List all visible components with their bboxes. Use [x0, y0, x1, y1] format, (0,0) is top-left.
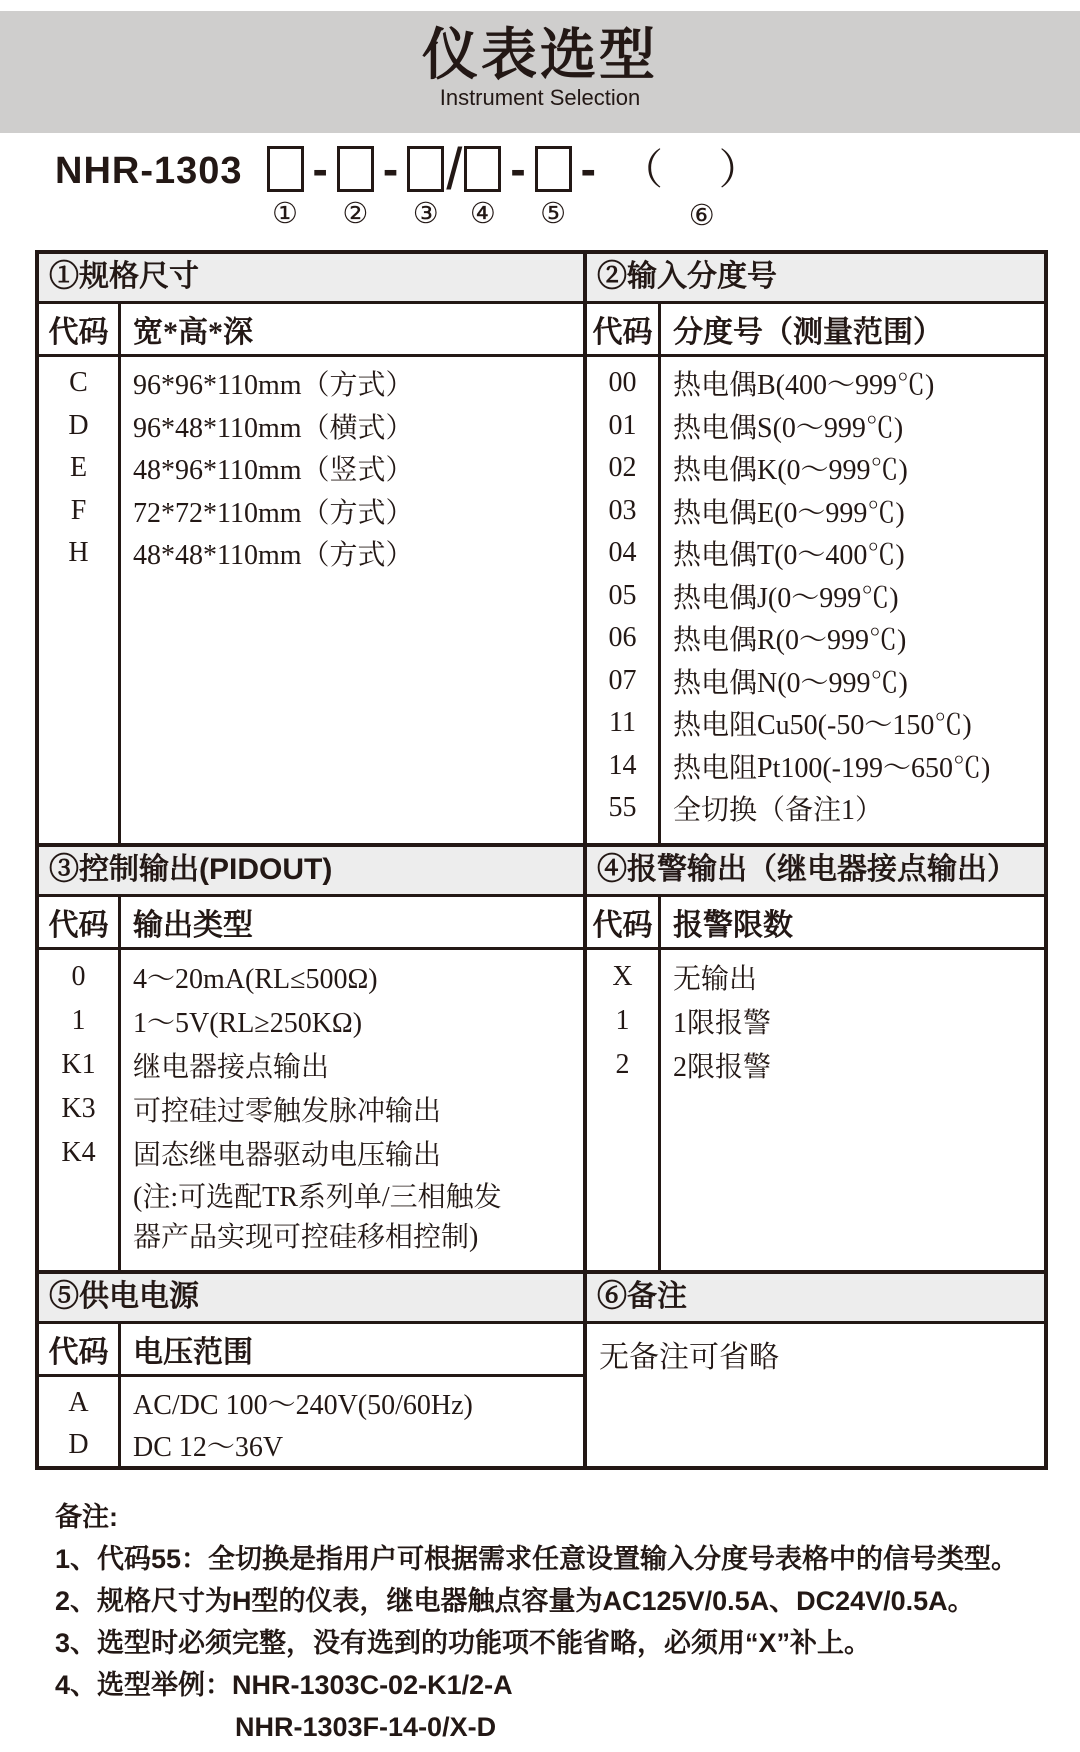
table-row-value: 96*48*110mm（横式）: [133, 412, 414, 444]
alarm-code-column: [587, 950, 661, 1270]
table-row-code: K3: [61, 1093, 96, 1125]
section-power: [39, 1274, 587, 1466]
section-power-header: [39, 1324, 583, 1377]
table-band-3: [39, 1274, 1044, 1466]
table-row-code: X: [612, 961, 633, 993]
section-input-body: [587, 357, 1044, 843]
section-remark-title: ⑥备注: [587, 1274, 1044, 1324]
table-row-value: 1限报警: [673, 1008, 772, 1040]
footnote-item-1: 1、代码55：全切换是指用户可根据需求任意设置输入分度号表格中的信号类型。: [55, 1544, 1019, 1574]
section-control-body: [39, 950, 583, 1270]
control-value-column: [121, 950, 583, 1270]
model-code-unit-4: [464, 146, 501, 229]
section-input-header: [587, 304, 1044, 357]
control-code-column: [39, 950, 121, 1270]
table-row-code: 02: [608, 452, 637, 484]
table-row-code: A: [68, 1387, 89, 1418]
separator-dash: -: [382, 143, 399, 195]
model-code-slot: [267, 146, 304, 192]
table-row-code: 2: [615, 1049, 630, 1081]
table-row-code: 05: [608, 579, 637, 611]
section-spec-body: [39, 357, 583, 843]
table-row-code: 01: [608, 409, 637, 441]
section-remark: [587, 1274, 1044, 1466]
table-row-value: 4～20mA(RL≤500Ω): [133, 964, 378, 996]
table-row-value: 96*96*110mm（方式）: [133, 370, 414, 402]
footnote-item-4: 4、选型举例：NHR-1303C-02-K1/2-A: [55, 1670, 513, 1700]
footnote-item-3: 3、选型时必须完整，没有选到的功能项不能省略，必须用“X”补上。: [55, 1628, 872, 1658]
table-row-code: K4: [61, 1137, 96, 1169]
table-row-value: 热电偶J(0～999℃): [673, 582, 899, 614]
table-row-value: 热电偶N(0～999℃): [673, 667, 908, 699]
table-row-code: D: [68, 409, 89, 441]
position-number-1: ①: [272, 198, 299, 230]
col-header-value: 电压范围: [133, 1336, 253, 1369]
model-code-unit-1: [267, 146, 304, 229]
table-row-code: 14: [608, 749, 637, 781]
power-value-column: [121, 1377, 583, 1466]
table-row-code: D: [68, 1429, 89, 1460]
model-code-unit-5: [535, 146, 572, 229]
position-number-3: ③: [412, 198, 439, 230]
table-row-code: 1: [71, 1005, 86, 1037]
table-row-value: DC 12～36V: [133, 1432, 284, 1463]
position-number-6: ⑥: [688, 200, 715, 232]
col-header-value: 输出类型: [133, 909, 253, 943]
alarm-value-column: [661, 950, 1044, 1270]
separator-dash: -: [510, 143, 526, 195]
input-value-column: [661, 357, 1044, 843]
section-control-title: ③控制输出(PIDOUT): [39, 847, 583, 897]
model-code-row: [55, 137, 783, 232]
table-row-value: 无输出: [673, 964, 758, 996]
col-header-value: 分度号（测量范围）: [673, 316, 943, 349]
table-row-value: 48*48*110mm（方式）: [133, 540, 414, 572]
section-alarm-header: [587, 897, 1044, 950]
table-row-value: 2限报警: [673, 1052, 772, 1084]
table-row-code: 00: [608, 367, 637, 399]
section-spec: [39, 254, 587, 843]
table-row-code: H: [68, 537, 89, 569]
table-row-code: 1: [615, 1005, 630, 1037]
footnotes: [55, 1496, 1045, 1748]
table-row-code: 07: [608, 664, 637, 696]
model-code-slot: [464, 146, 501, 192]
separator-slash: /: [446, 137, 463, 202]
control-note-line: (注:可选配TR系列单/三相触发: [133, 1182, 502, 1214]
section-remark-content: 无备注可省略: [599, 1341, 779, 1374]
model-code-unit-3: [407, 146, 444, 229]
table-row-value: 全切换（备注1）: [673, 795, 884, 827]
table-row-value: 热电偶B(400～999℃): [673, 370, 935, 402]
col-header-value: 报警限数: [673, 909, 793, 943]
table-row-value: 热电偶T(0～400℃): [673, 540, 905, 572]
col-header-code: 代码: [39, 304, 121, 354]
section-alarm: [587, 847, 1044, 1270]
position-number-4: ④: [469, 198, 496, 230]
table-band-2: [39, 847, 1044, 1274]
table-row-value: 固态继电器驱动电压输出: [133, 1140, 442, 1172]
selection-table: [35, 250, 1048, 1470]
section-input-title: ②输入分度号: [587, 254, 1044, 304]
section-power-body: [39, 1377, 583, 1466]
col-header-code: 代码: [587, 897, 661, 947]
table-row-value: 热电偶S(0～999℃): [673, 412, 904, 444]
table-row-value: 热电阻Pt100(-199～650℃): [673, 752, 991, 784]
model-code-unit-6: [621, 146, 783, 231]
section-spec-title: ①规格尺寸: [39, 254, 583, 304]
section-alarm-body: [587, 950, 1044, 1270]
col-header-code: 代码: [587, 304, 661, 354]
table-row-value: 热电偶K(0～999℃): [673, 455, 908, 487]
page-subtitle: Instrument Selection: [439, 85, 641, 110]
separator-dash: -: [580, 143, 596, 195]
position-number-2: ②: [342, 198, 369, 230]
footnote-example-2: NHR-1303F-14-0/X-D: [235, 1712, 497, 1742]
table-row-value: AC/DC 100～240V(50/60Hz): [133, 1390, 473, 1421]
section-spec-header: [39, 304, 583, 357]
table-row-value: 48*96*110mm（竖式）: [133, 455, 414, 487]
page-header: [0, 11, 1080, 133]
table-row-code: C: [69, 367, 88, 399]
table-row-value: 热电偶R(0～999℃): [673, 625, 907, 657]
section-alarm-title: ④报警输出（继电器接点输出）: [587, 847, 1044, 897]
table-row-value: 可控硅过零触发脉冲输出: [133, 1096, 442, 1128]
table-row-value: 72*72*110mm（方式）: [133, 497, 414, 529]
model-code-slot: [407, 146, 444, 192]
col-header-code: 代码: [39, 897, 121, 947]
table-row-value: 热电阻Cu50(-50～150℃): [673, 710, 972, 742]
model-code-slot: [535, 146, 572, 192]
spec-code-column: [39, 357, 121, 843]
table-band-1: [39, 254, 1044, 847]
table-row-code: 03: [608, 494, 637, 526]
power-code-column: [39, 1377, 121, 1466]
page-title: 仪表选型: [422, 23, 658, 86]
section-power-title: ⑤供电电源: [39, 1274, 583, 1324]
model-code-units: [267, 137, 783, 232]
section-control: [39, 847, 587, 1270]
footnotes-title: 备注:: [55, 1502, 118, 1532]
position-number-5: ⑤: [540, 198, 567, 230]
model-prefix: NHR-1303: [55, 150, 243, 192]
model-code-slot: [337, 146, 374, 192]
table-row-value: 继电器接点输出: [133, 1052, 330, 1084]
spec-value-column: [121, 357, 583, 843]
table-row-code: 11: [609, 707, 636, 739]
footnote-item-2: 2、规格尺寸为H型的仪表，继电器触点容量为AC125V/0.5A、DC24V/0.5A。: [55, 1586, 975, 1616]
col-header-code: 代码: [39, 1324, 121, 1374]
table-row-code: 0: [71, 961, 86, 993]
table-row-code: K1: [61, 1049, 96, 1081]
table-row-value: 1～5V(RL≥250KΩ): [133, 1008, 363, 1040]
control-note-line: 器产品实现可控硅移相控制): [133, 1222, 479, 1254]
table-row-code: F: [70, 494, 87, 526]
table-row-code: 04: [608, 537, 637, 569]
col-header-value: 宽*高*深: [133, 316, 253, 349]
model-code-unit-2: [337, 146, 374, 229]
table-row-value: 热电偶E(0～999℃): [673, 497, 905, 529]
separator-dash: -: [312, 143, 328, 195]
input-code-column: [587, 357, 661, 843]
section-input: [587, 254, 1044, 843]
table-row-code: 06: [608, 622, 637, 654]
table-row-code: E: [69, 452, 88, 484]
table-row-code: 55: [608, 792, 637, 824]
section-control-header: [39, 897, 583, 950]
model-suffix-parentheses: （ ）: [620, 146, 783, 193]
